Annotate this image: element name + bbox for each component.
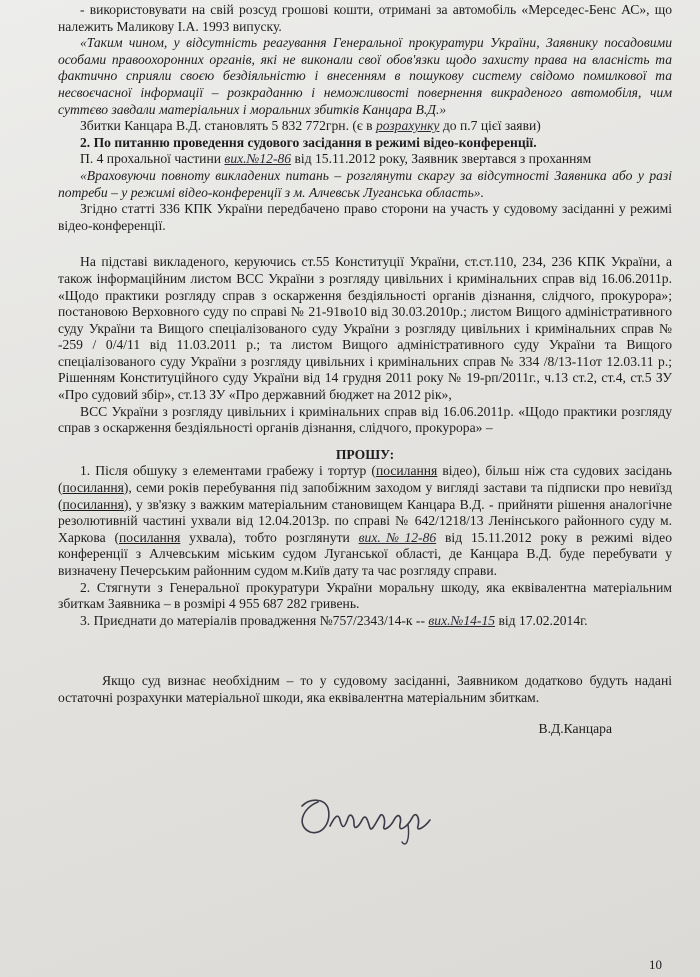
paragraph-quote-request: «Враховуючи повноту викладених питань – розглянути скаргу за відсутності Заявника або у разі потреби – у режимі відео-конференції з м. Алчевськ Луганська область». <box>58 167 672 200</box>
handwritten-signature <box>290 782 490 852</box>
heading-request: ПРОШУ: <box>335 446 395 462</box>
paragraph-article-336: Згідно статті 336 КПК України передбачено право сторони на участь у судовому засіданні у режимі відео-конференції. <box>58 201 672 233</box>
paragraph-legal-basis: На підставі викладеного, керуючись ст.55 Конституції України, ст.ст.110, 234, 236 КПК України, а також інформаційним листом ВСС України з розгляду цивільних і кримінальних справ від 16.06.2011р. «Щодо практики розгляду справ з оскарження бездіяльності органів дізнання, слідчого, прокурора»; постановою Верховного суду по справі № 21-91во10 від 30.03.2010р.; листом Вищого адміністративного суду України та Вищого спеціалізованого суду України з розгляду цивільних і кримінальних справ № -259 / 0/4/11 від 11.03.2011 р.; та листом Вищого адміністративного суду України та Вищого спеціалізованого суду України з розгляду цивільних і кримінальних справ № 334 /8/13-11от 12.03.11 р.; Рішенням Конституційного суду України від 14 грудня 2011 року № 19-рп/2011г., ч.13 ст.2, ст.4, ст.5 ЗУ «Про судовий збір», ст.13 ЗУ «Про державний бюджет на 2012 рік», <box>58 254 672 403</box>
link-outgoing-12-86[interactable]: вих.№12-86 <box>224 151 292 167</box>
request-item-2: 2. Стягнути з Генеральної прокуратури України моральну шкоду, яка еквівалентна матеріальним збиткам Заявника – в розмірі 4 955 687 282 гривень. <box>58 579 672 612</box>
page-number: 10 <box>649 957 662 972</box>
link-outgoing-12-86-request[interactable]: вих.№12-86 <box>358 529 437 545</box>
link-reference-undertaking[interactable]: посилання <box>62 496 124 512</box>
request-item-3: 3. Приєднати до матеріалів провадження №757/2343/14-к -- вих.№14-15 від 17.02.2014г. <box>80 612 588 628</box>
paragraph-car-usage: - використовувати на свій розсуд грошові кошти, отримані за автомобіль «Мерседес-Бенс АС», що належить Маликову І.А. 1993 випуску. <box>58 2 672 34</box>
link-reference-hearings[interactable]: посилання <box>62 480 124 496</box>
document-body <box>58 0 672 737</box>
heading-video-conference: 2. По питанню проведення судового засідання в режимі відео-конференції. <box>80 134 537 150</box>
paragraph-quote-prosecutor: «Таким чином, у відсутність реагування Генеральної прокуратури України, Заявнику посадовими особами правоохоронних органів, які не виконали свої обов'язки щодо захисту права на власність та фактично сприяли своєю бездіяльністю і внесенням в пошукову систему свідомо помилкової та несвоєчасної інформації – розкраданню і неможливості повернення викраденого автомобіля, чим суттєво завдали матеріальних і моральних збитків Канцара В.Д.» <box>58 35 672 117</box>
link-outgoing-14-15[interactable]: вих.№14-15 <box>428 612 496 628</box>
paragraph-petition-ref: П. 4 прохальної частини вих.№12-86 від 15.11.2012 року, Заявник звертався з проханням <box>80 151 592 167</box>
paragraph-losses: Збитки Канцара В.Д. становлять 5 832 772грн. (є в розрахунку до п.7 цієї заяви) <box>80 118 541 134</box>
link-calculation[interactable]: розрахунку <box>375 118 440 134</box>
signer-name: В.Д.Канцара <box>538 720 612 736</box>
paragraph-final-note: Якщо суд визнає необхідним – то у судовому засіданні, Заявником додатково будуть надані остаточні розрахунки матеріальної шкоди, яка еквівалентна матеріальним збиткам. <box>58 673 672 705</box>
link-reference-video[interactable]: посилання <box>375 463 438 479</box>
request-item-1: 1. Після обшуку з елементами грабежу і тортур (посилання відео), більш ніж ста судових засідань (посилання), семи років перебування під запобіжним заходом у вигляді застави та підписки про невиїзд (посилання), у зв'язку з важким матеріальним становищем Канцара В.Д. - прийняти рішення аналогічне резолютивній частині ухвали від 12.04.2013р. по справі № 642/1218/13 Ленінського районного суду м. Харкова (посилання ухвала), тобто розглянути вих.№12-86 від 15.11.2012 року в режимі відео конференції з Алчевським міським судом Луганської області, де Канцара В.Д. буде перебувати у визначену Печерським районним судом м.Київ дату та час розгляду справи. <box>58 463 672 578</box>
link-reference-ruling[interactable]: посилання <box>119 529 181 545</box>
paragraph-vss-letter: ВСС України з розгляду цивільних і кримінальних справ від 16.06.2011р. «Щодо практики розгляду справ з оскарження бездіяльності органів дізнання, слідчого, прокурора» – <box>58 403 672 436</box>
